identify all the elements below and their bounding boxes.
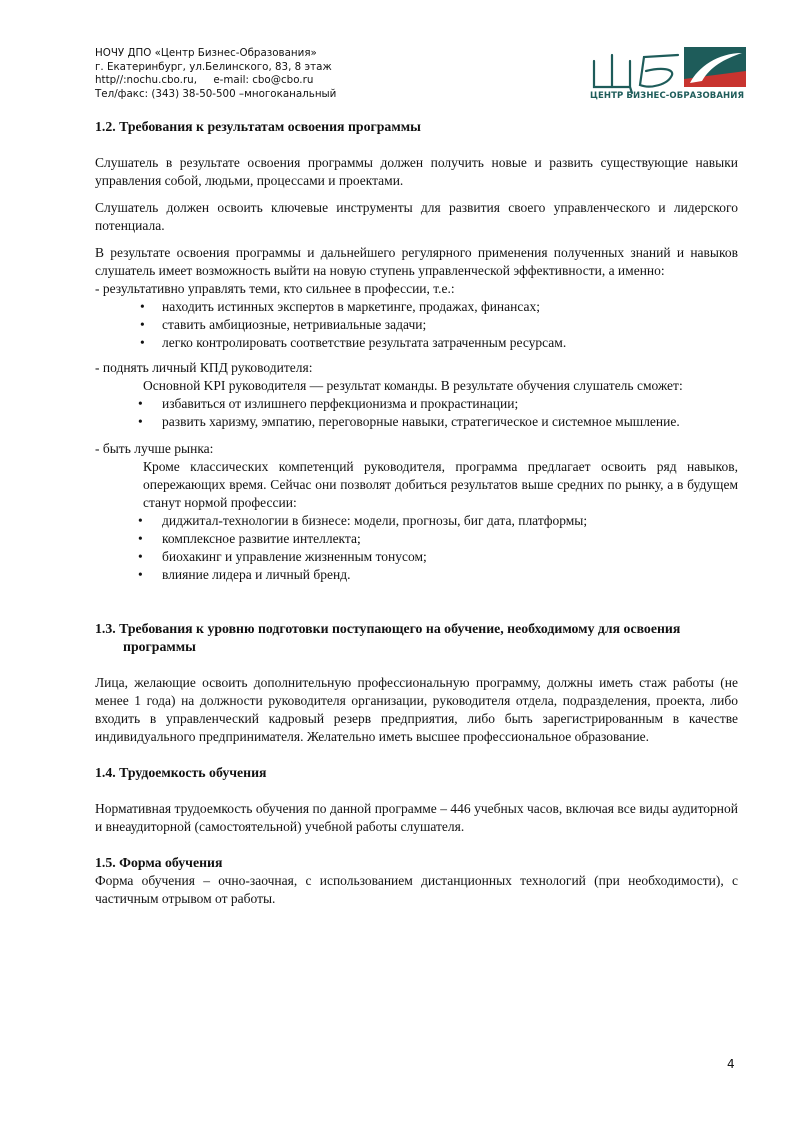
bullet-icon: • bbox=[138, 567, 143, 582]
document-body bbox=[95, 118, 738, 908]
page-number: 4 bbox=[727, 1057, 735, 1071]
group-title: - поднять личный КПД руководителя: bbox=[95, 360, 313, 375]
organization-info bbox=[95, 47, 336, 101]
group-title: - результативно управлять теми, кто сильнее в профессии, т.е.: bbox=[95, 281, 455, 296]
bullet-icon: • bbox=[140, 335, 145, 350]
list-item: • биохакинг и управление жизненным тонусом; bbox=[138, 549, 427, 564]
heading-1-3: 1.3. Требования к уровню подготовки поступающего на обучение, необходимому для освоения программы bbox=[95, 621, 681, 654]
bullet-list bbox=[140, 298, 738, 352]
paragraph: Форма обучения – очно-заочная, с использованием дистанционных технологий (при необходимости), с частичным отрывом от работы. bbox=[95, 873, 738, 906]
paragraph: Слушатель должен освоить ключевые инструменты для развития своего управленческого и лидерского потенциала. bbox=[95, 200, 738, 233]
list-item: • легко контролировать соответствие результата затраченным ресурсам. bbox=[140, 335, 567, 350]
paragraph: Нормативная трудоемкость обучения по данной программе – 446 учебных часов, включая все виды аудиторной и внеаудиторной (самостоятельной) учебной работы слушателя. bbox=[95, 801, 738, 834]
list-item: • диджитал-технологии в бизнесе: модели, прогнозы, биг дата, платформы; bbox=[138, 513, 588, 528]
paragraph: В результате освоения программы и дальнейшего регулярного применения полученных знаний и навыков слушатель имеет возможность выйти на новую ступень управленческой эффективности, а именно: bbox=[95, 245, 738, 278]
bullet-icon: • bbox=[140, 299, 145, 314]
logo-emblem-icon bbox=[684, 47, 746, 87]
list-item: • развить харизму, эмпатию, переговорные навыки, стратегическое и системное мышление. bbox=[138, 414, 680, 429]
bullet-icon: • bbox=[138, 414, 143, 429]
org-address: г. Екатеринбург, ул.Белинского, 83, 8 этаж bbox=[95, 60, 332, 73]
bullet-icon: • bbox=[138, 549, 143, 564]
bullet-icon: • bbox=[138, 531, 143, 546]
logo-caption: ЦЕНТР БИЗНЕС-ОБРАЗОВАНИЯ bbox=[590, 91, 745, 101]
list-item: • избавиться от излишнего перфекционизма и прокрастинации; bbox=[138, 396, 519, 411]
paragraph: Лица, желающие освоить дополнительную профессиональную программу, должны иметь стаж работы (не менее 1 года) на должности руководителя организации, руководителя отдела, подразделения, проекта, либо входить в управленческий кадровый резерв предприятия, либо быть зарегистрированным в качестве индивидуального предпринимателя. Желательно иметь высшее профессиональное образование. bbox=[95, 675, 738, 744]
list-item: • влияние лидера и личный бренд. bbox=[138, 567, 351, 582]
heading-1-4: 1.4. Трудоемкость обучения bbox=[95, 765, 267, 780]
bullet-list bbox=[138, 512, 738, 584]
heading-1-5: 1.5. Форма обучения bbox=[95, 855, 223, 870]
paragraph: Основной KPI руководителя — результат команды. В результате обучения слушатель сможет: bbox=[143, 378, 683, 393]
org-web-email: http//:nochu.cbo.ru, e-mail: cbo@cbo.ru bbox=[95, 74, 314, 86]
org-phone: Тел/факс: (343) 38-50-500 –многоканальный bbox=[95, 87, 337, 100]
list-item: • комплексное развитие интеллекта; bbox=[138, 531, 361, 546]
group-title: - быть лучше рынка: bbox=[95, 441, 214, 456]
list-item: • находить истинных экспертов в маркетинге, продажах, финансах; bbox=[140, 299, 541, 314]
bullet-icon: • bbox=[140, 317, 145, 332]
paragraph: Кроме классических компетенций руководителя, программа предлагает освоить ряд навыков, опережающих время. Сейчас они позволят добиться результатов выше средних по рынку, а в будущем станут нормой профессии: bbox=[143, 459, 738, 510]
bullet-icon: • bbox=[138, 513, 143, 528]
bullet-icon: • bbox=[138, 396, 143, 411]
heading-1-2: 1.2. Требования к результатам освоения программы bbox=[95, 119, 421, 134]
org-name: НОЧУ ДПО «Центр Бизнес-Образования» bbox=[95, 47, 317, 59]
logo-letters-icon bbox=[594, 55, 678, 93]
list-item: • ставить амбициозные, нетривиальные задачи; bbox=[140, 317, 427, 332]
bullet-list bbox=[138, 395, 738, 431]
paragraph: Слушатель в результате освоения программы должен получить новые и развить существующие навыки управления собой, людьми, процессами и проектами. bbox=[95, 155, 738, 188]
